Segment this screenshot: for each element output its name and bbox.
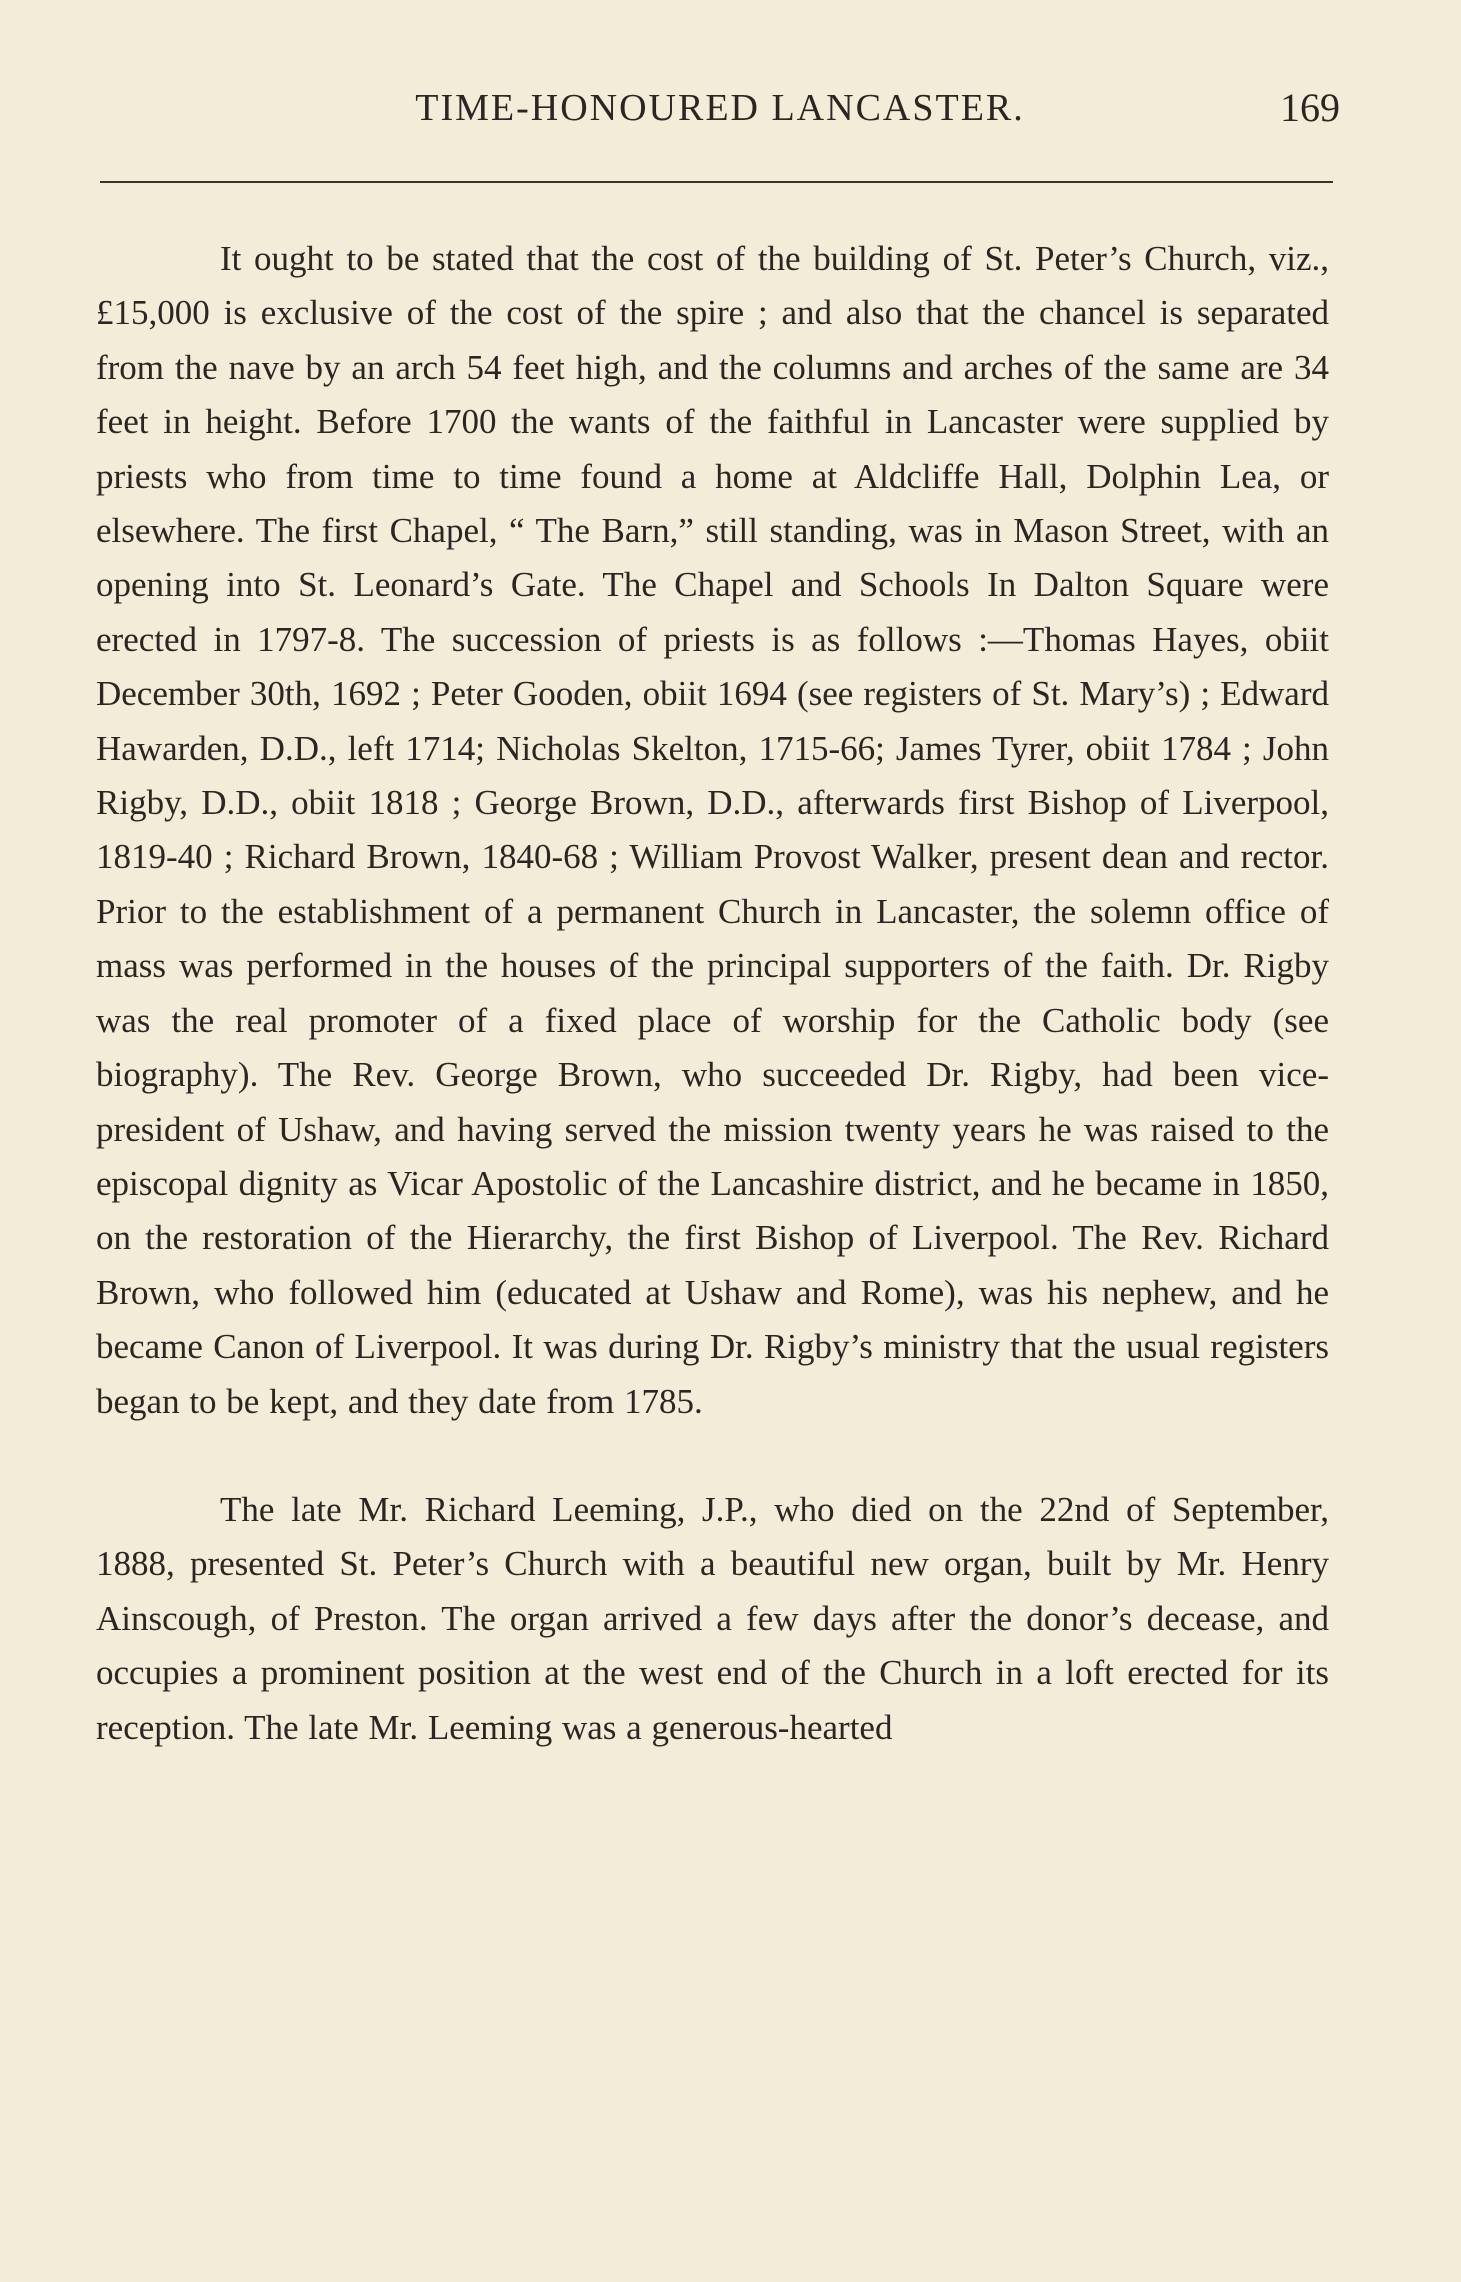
- header-rule: [100, 181, 1333, 183]
- body-text: [96, 232, 1329, 1755]
- paragraph-st-peters-history: It ought to be stated that the cost of the building of St. Peter’s Church, viz., £15,000 is exclusive of the cost of the spire ; and also that the chancel is separated from the nave by an arch 54 feet high, and the columns and arches of the same are 34 feet in height. Before 1700 the wants of the faithful in Lancaster were supplied by priests who from time to time found a home at Aldcliffe Hall, Dolphin Lea, or elsewhere. The first Chapel, “ The Barn,” still standing, was in Mason Street, with an opening into St. Leonard’s Gate. The Chapel and Schools In Dalton Square were erected in 1797-8. The succession of priests is as follows :—Thomas Hayes, obiit December 30th, 1692 ; Peter Gooden, obiit 1694 (see registers of St. Mary’s) ; Edward Hawarden, D.D., left 1714; Nicholas Skelton, 1715-66; James Tyrer, obiit 1784 ; John Rigby, D.D., obiit 1818 ; George Brown, D.D., afterwards first Bishop of Liverpool, 1819-40 ; Richard Brown, 1840-68 ; William Provost Walker, present dean and rector. Prior to the establishment of a permanent Church in Lancaster, the solemn office of mass was performed in the houses of the principal supporters of the faith. Dr. Rigby was the real promoter of a fixed place of worship for the Catholic body (see biography). The Rev. George Brown, who succeeded Dr. Rigby, had been vice-president of Ushaw, and having served the mission twenty years he was raised to the episcopal dignity as Vicar Apostolic of the Lancashire district, and he became in 1850, on the restoration of the Hierarchy, the first Bishop of Liverpool. The Rev. Richard Brown, who followed him (educated at Ushaw and Rome), was his nephew, and he became Canon of Liverpool. It was during Dr. Rigby’s ministry that the usual registers began to be kept, and they date from 1785.: [96, 239, 1329, 1421]
- running-title: TIME-HONOURED LANCASTER.: [415, 87, 1025, 129]
- paragraph-organ-donation: The late Mr. Richard Leeming, J.P., who died on the 22nd of September, 1888, presented St. Peter’s Church with a beautiful new organ, built by Mr. Henry Ainscough, of Preston. The organ arrived a few days after the donor’s decease, and occupies a prominent position at the west end of the Church in a loft erected for its reception. The late Mr. Leeming was a generous-hearted: [96, 1489, 1329, 1747]
- page-number: 169: [1280, 85, 1340, 130]
- page-header: [100, 78, 1340, 138]
